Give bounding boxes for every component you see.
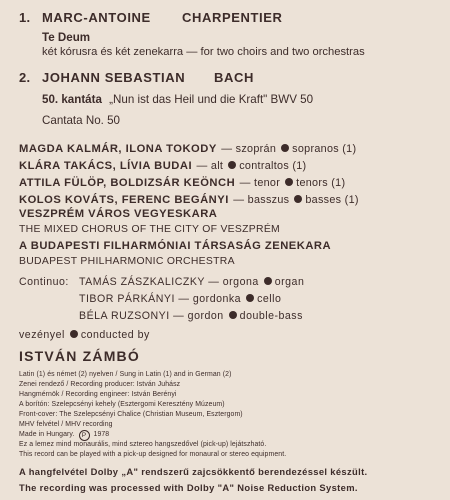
playback-note-hu: Ez a lemez mind monaurális, mind sztereo hangszedővel (pick-up) lejátszható. [19, 441, 267, 448]
ensemble-name-en: BUDAPEST PHILHARMONIC ORCHESTRA [19, 256, 235, 267]
conductor-name: ISTVÁN ZÁMBÓ [19, 348, 140, 364]
performer-names: MAGDA KALMÁR, ILONA TOKODY [19, 143, 217, 155]
ensemble-name-en: THE MIXED CHORUS OF THE CITY OF VESZPRÉM [19, 224, 281, 235]
role-hu: — szoprán [221, 143, 277, 155]
bullet-icon [294, 195, 302, 203]
credit-line: MHV felvétel / MHV recording [19, 421, 113, 428]
performer-names: KLÁRA TAKÁCS, LÍVIA BUDAI [19, 160, 193, 172]
ensemble-name-hu: A BUDAPESTI FILHARMÓNIAI TÁRSASÁG ZENEKARA [19, 240, 332, 252]
made-in-year: 1978 [93, 431, 110, 438]
credit-line: Front-cover: The Szelepcsényi Chalice (Christian Museum, Esztergom) [19, 411, 243, 418]
work-number: 1. [19, 10, 31, 25]
performer-row [19, 173, 345, 191]
bullet-icon [229, 311, 237, 319]
role-en: contraltos (1) [239, 160, 307, 172]
work-2-title-hu: 50. kantáta [42, 93, 102, 106]
bullet-icon [285, 178, 293, 186]
composer-first-name: MARC-ANTOINE [42, 10, 151, 25]
bullet-icon [246, 294, 254, 302]
work-number: 2. [19, 70, 31, 85]
ensemble-name-hu: VESZPRÉM VÁROS VEGYESKARA [19, 208, 218, 220]
role-en: tenors (1) [296, 177, 346, 189]
role-hu: — alt [196, 160, 224, 172]
continuo-label: Continuo: [19, 276, 69, 288]
dolby-note-hu: A hangfelvétel Dolby „A" rendszerű zajcsökkentő berendezéssel készült. [19, 466, 368, 477]
role-en: basses (1) [305, 194, 359, 206]
composer-last-name: BACH [214, 70, 254, 85]
instrument-hu: — orgona [208, 276, 259, 288]
bullet-icon [264, 277, 272, 285]
bullet-icon [70, 330, 78, 338]
continuo-player [79, 293, 281, 305]
performer-names: ATTILA FÜLÖP, BOLDIZSÁR KEÖNCH [19, 177, 236, 189]
work-2-title-en: Cantata No. 50 [42, 114, 120, 127]
role-hu: — tenor [239, 177, 281, 189]
bullet-icon [281, 144, 289, 152]
credit-line: Latin (1) és német (2) nyelven / Sung in Latin (1) and in German (2) [19, 371, 232, 378]
performer-row [19, 139, 356, 157]
composer-last-name: CHARPENTIER [182, 10, 283, 25]
instrument-hu: — gordonka [178, 293, 242, 305]
performer-row [19, 190, 359, 208]
role-en: sopranos (1) [292, 143, 357, 155]
credit-line: Hangmérnök / Recording engineer: István Berényi [19, 391, 177, 398]
work-1-title: Te Deum [42, 31, 91, 44]
made-in-text: Made in Hungary. [19, 431, 75, 438]
conducted-hu: vezényel [19, 329, 65, 341]
phonogram-copyright-icon: P [79, 430, 90, 441]
bullet-icon [228, 161, 236, 169]
player-name: TAMÁS ZÁSZKALICZKY [79, 276, 205, 288]
composer-first-name: JOHANN SEBASTIAN [42, 70, 186, 85]
role-hu: — basszus [233, 194, 290, 206]
conducted-en: conducted by [80, 329, 150, 341]
instrument-en: cello [257, 293, 282, 305]
instrument-en: double-bass [239, 310, 303, 322]
work-1-subtitle: két kórusra és két zenekarra — for two choirs and two orchestras [42, 46, 365, 58]
performer-row [19, 156, 306, 174]
playback-note-en: This record can be played with a pick-up designed for monaural or stereo equipment. [19, 451, 287, 458]
conducted-by-line [19, 329, 150, 341]
performer-names: KOLOS KOVÁTS, FERENC BEGÁNYI [19, 194, 229, 206]
instrument-hu: — gordon [173, 310, 224, 322]
continuo-player [79, 310, 303, 322]
work-2-title-quote: „Nun ist das Heil und die Kraft" BWV 50 [109, 93, 314, 106]
credit-line: Zenei rendező / Recording producer: István Juhász [19, 381, 181, 388]
instrument-en: organ [274, 276, 305, 288]
work-2-title-line [42, 93, 313, 106]
player-name: BÉLA RUZSONYI [79, 310, 170, 322]
dolby-note-en: The recording was processed with Dolby "A" Noise Reduction System. [19, 482, 358, 493]
continuo-player [79, 276, 304, 288]
credit-line: A borítón: Szelepcsényi kehely (Esztergomi Keresztény Múzeum) [19, 401, 225, 408]
player-name: TIBOR PÁRKÁNYI [79, 293, 175, 305]
